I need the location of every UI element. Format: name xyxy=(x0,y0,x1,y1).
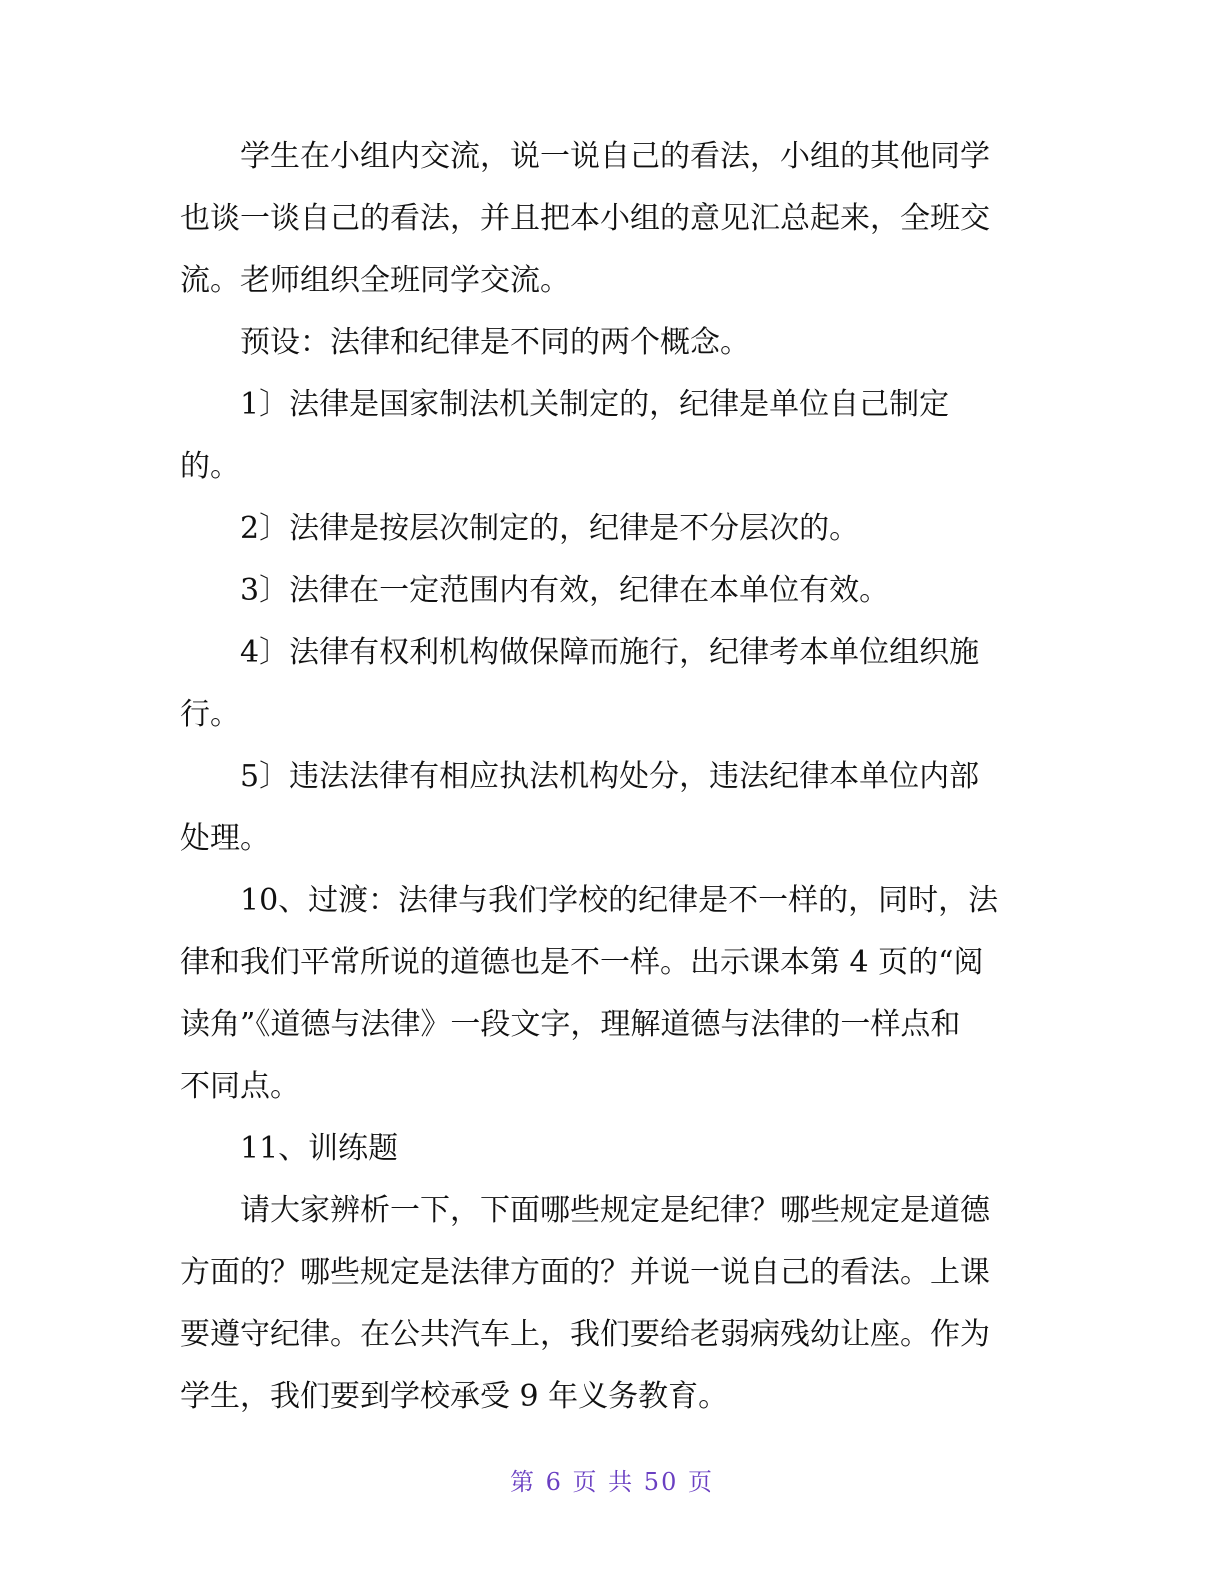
paragraph-line: 请大家辨析一下，下面哪些规定是纪律？哪些规定是道德 xyxy=(240,1193,990,1228)
paragraph-line: 10、过渡：法律与我们学校的纪律是不一样的，同时，法 xyxy=(240,883,999,918)
paragraph-line: 方面的？哪些规定是法律方面的？并说一说自己的看法。上课 xyxy=(180,1255,990,1290)
paragraph-line: 流。老师组织全班同学交流。 xyxy=(180,263,570,298)
paragraph-line: 处理。 xyxy=(180,821,270,856)
paragraph-line: 律和我们平常所说的道德也是不一样。出示课本第 4 页的“阅 xyxy=(180,945,984,980)
paragraph-line: 不同点。 xyxy=(180,1069,300,1104)
paragraph-line: 要遵守纪律。在公共汽车上，我们要给老弱病残幼让座。作为 xyxy=(180,1317,990,1352)
paragraph xyxy=(180,560,1040,622)
paragraph xyxy=(180,498,1040,560)
paragraph-line: 也谈一谈自己的看法，并且把本小组的意见汇总起来，全班交 xyxy=(180,201,990,236)
paragraph xyxy=(180,374,1040,498)
paragraph-line: 4〕法律有权利机构做保障而施行，纪律考本单位组织施 xyxy=(240,635,980,670)
paragraph xyxy=(180,870,1040,1118)
paragraph-line: 的。 xyxy=(180,449,240,484)
paragraph-line: 读角”《道德与法律》一段文字，理解道德与法律的一样点和 xyxy=(180,1007,961,1042)
paragraph-line: 预设：法律和纪律是不同的两个概念。 xyxy=(240,325,750,360)
paragraph-line: 学生在小组内交流，说一说自己的看法，小组的其他同学 xyxy=(240,139,990,174)
paragraph-line: 3〕法律在一定范围内有效，纪律在本单位有效。 xyxy=(240,573,890,608)
paragraph-line: 学生，我们要到学校承受 9 年义务教育。 xyxy=(180,1379,729,1414)
paragraph xyxy=(180,126,1040,312)
document-body xyxy=(180,126,1040,1428)
paragraph-line: 2〕法律是按层次制定的，纪律是不分层次的。 xyxy=(240,511,860,546)
paragraph-line: 1〕法律是国家制法机关制定的，纪律是单位自己制定 xyxy=(240,387,950,422)
page-number-footer: 第 6 页 共 50 页 xyxy=(510,1468,714,1496)
paragraph-line: 行。 xyxy=(180,697,240,732)
paragraph xyxy=(180,1118,1040,1180)
paragraph xyxy=(180,622,1040,746)
paragraph xyxy=(180,312,1040,374)
paragraph xyxy=(180,1180,1040,1428)
paragraph-line: 5〕违法法律有相应执法机构处分，违法纪律本单位内部 xyxy=(240,759,980,794)
paragraph-line: 11、训练题 xyxy=(240,1131,399,1166)
paragraph xyxy=(180,746,1040,870)
